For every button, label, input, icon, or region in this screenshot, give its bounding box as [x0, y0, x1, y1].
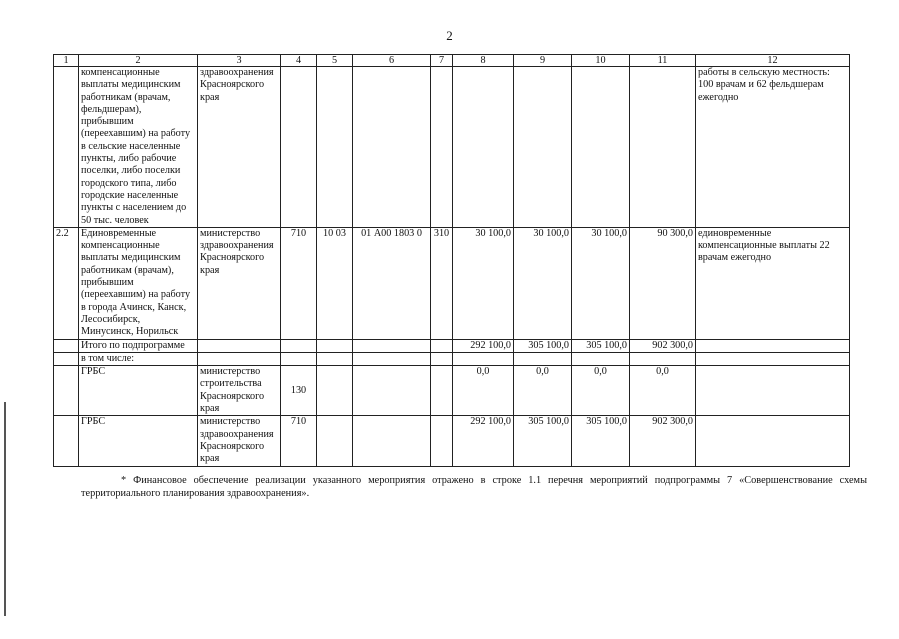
year1-amount — [453, 352, 514, 365]
year2-amount: 0,0 — [514, 366, 572, 416]
page-number: 2 — [446, 28, 453, 43]
expected-result — [696, 366, 850, 416]
measure-name: Единовременные компенсационные выплаты медицинским работникам (врачам), прибывшим (переехавшим) на работу в города Ачинск, Канск, Лесосибирск, Минусинск, Норильск — [79, 227, 198, 339]
row-number — [54, 366, 79, 416]
grbs-code — [281, 67, 317, 228]
total-amount: 0,0 — [630, 366, 696, 416]
column-header: 2 — [79, 55, 198, 67]
target-article-code — [353, 67, 431, 228]
measures-table — [53, 54, 850, 467]
expense-type-code — [431, 67, 453, 228]
row-number — [54, 67, 79, 228]
grbs-code: 710 — [281, 416, 317, 466]
year3-amount: 305 100,0 — [572, 416, 630, 466]
measure-name: ГРБС — [79, 416, 198, 466]
year2-amount — [514, 352, 572, 365]
column-header: 1 — [54, 55, 79, 67]
grbs-code: 130 — [281, 366, 317, 416]
year3-amount: 30 100,0 — [572, 227, 630, 339]
year2-amount: 305 100,0 — [514, 339, 572, 352]
expense-type-code — [431, 352, 453, 365]
section-code — [317, 339, 353, 352]
row-number: 2.2 — [54, 227, 79, 339]
scan-edge-line — [4, 402, 6, 616]
expense-type-code — [431, 416, 453, 466]
grbs-row — [54, 366, 850, 416]
target-article-code: 01 А00 1803 0 — [353, 227, 431, 339]
row-number — [54, 352, 79, 365]
year2-amount: 305 100,0 — [514, 416, 572, 466]
section-code: 10 03 — [317, 227, 353, 339]
column-header: 4 — [281, 55, 317, 67]
column-header: 7 — [431, 55, 453, 67]
table-row — [54, 67, 850, 228]
measure-name: компенсационные выплаты медицинским работникам (врачам, фельдшерам), прибывшим (переехавшим) на работу в сельские населенные пункты, либо рабочие поселки, либо поселки городского типа, либо городские населенные пункты с населением до 50 тыс. человек — [79, 67, 198, 228]
column-header: 8 — [453, 55, 514, 67]
column-header: 10 — [572, 55, 630, 67]
subtotal-row — [54, 339, 850, 352]
grbs-code: 710 — [281, 227, 317, 339]
year1-amount — [453, 67, 514, 228]
column-header: 11 — [630, 55, 696, 67]
column-header: 6 — [353, 55, 431, 67]
year1-amount: 292 100,0 — [453, 339, 514, 352]
expected-result: единовременные компенсационные выплаты 22 врачам ежегодно — [696, 227, 850, 339]
grbs-code — [281, 339, 317, 352]
section-code — [317, 352, 353, 365]
grbs-name: министерство здравоохранения Красноярского края — [198, 227, 281, 339]
grbs-name — [198, 339, 281, 352]
year3-amount — [572, 352, 630, 365]
target-article-code — [353, 416, 431, 466]
column-header: 9 — [514, 55, 572, 67]
target-article-code — [353, 339, 431, 352]
column-header: 3 — [198, 55, 281, 67]
year3-amount — [572, 67, 630, 228]
year1-amount: 292 100,0 — [453, 416, 514, 466]
total-amount: 902 300,0 — [630, 416, 696, 466]
section-code — [317, 416, 353, 466]
target-article-code — [353, 352, 431, 365]
grbs-row — [54, 416, 850, 466]
total-amount: 90 300,0 — [630, 227, 696, 339]
table-header-row — [54, 55, 850, 67]
measure-name: в том числе: — [79, 352, 198, 365]
column-header: 5 — [317, 55, 353, 67]
row-number — [54, 339, 79, 352]
year1-amount: 30 100,0 — [453, 227, 514, 339]
expected-result — [696, 352, 850, 365]
measure-name: Итого по подпрограмме — [79, 339, 198, 352]
grbs-name: министерство строительства Красноярского края — [198, 366, 281, 416]
total-amount: 902 300,0 — [630, 339, 696, 352]
grbs-name: министерство здравоохранения Красноярского края — [198, 416, 281, 466]
expense-type-code: 310 — [431, 227, 453, 339]
column-header: 12 — [696, 55, 850, 67]
target-article-code — [353, 366, 431, 416]
including-row — [54, 352, 850, 365]
total-amount — [630, 67, 696, 228]
section-code — [317, 366, 353, 416]
year3-amount: 305 100,0 — [572, 339, 630, 352]
expected-result — [696, 339, 850, 352]
grbs-name — [198, 352, 281, 365]
year1-amount: 0,0 — [453, 366, 514, 416]
expected-result: работы в сельскую местность: 100 врачам и 62 фельдшерам ежегодно — [696, 67, 850, 228]
table-row — [54, 227, 850, 339]
total-amount — [630, 352, 696, 365]
expense-type-code — [431, 366, 453, 416]
year3-amount: 0,0 — [572, 366, 630, 416]
expense-type-code — [431, 339, 453, 352]
year2-amount — [514, 67, 572, 228]
section-code — [317, 67, 353, 228]
expected-result — [696, 416, 850, 466]
row-number — [54, 416, 79, 466]
footnote: * Финансовое обеспечение реализации указанного мероприятия отражено в строке 1.1 перечня мероприятий подпрограммы 7 «Совершенствование схемы территориального планирования здравоохранения». — [81, 475, 867, 499]
grbs-name: здравоохранения Красноярского края — [198, 67, 281, 228]
measure-name: ГРБС — [79, 366, 198, 416]
grbs-code — [281, 352, 317, 365]
year2-amount: 30 100,0 — [514, 227, 572, 339]
